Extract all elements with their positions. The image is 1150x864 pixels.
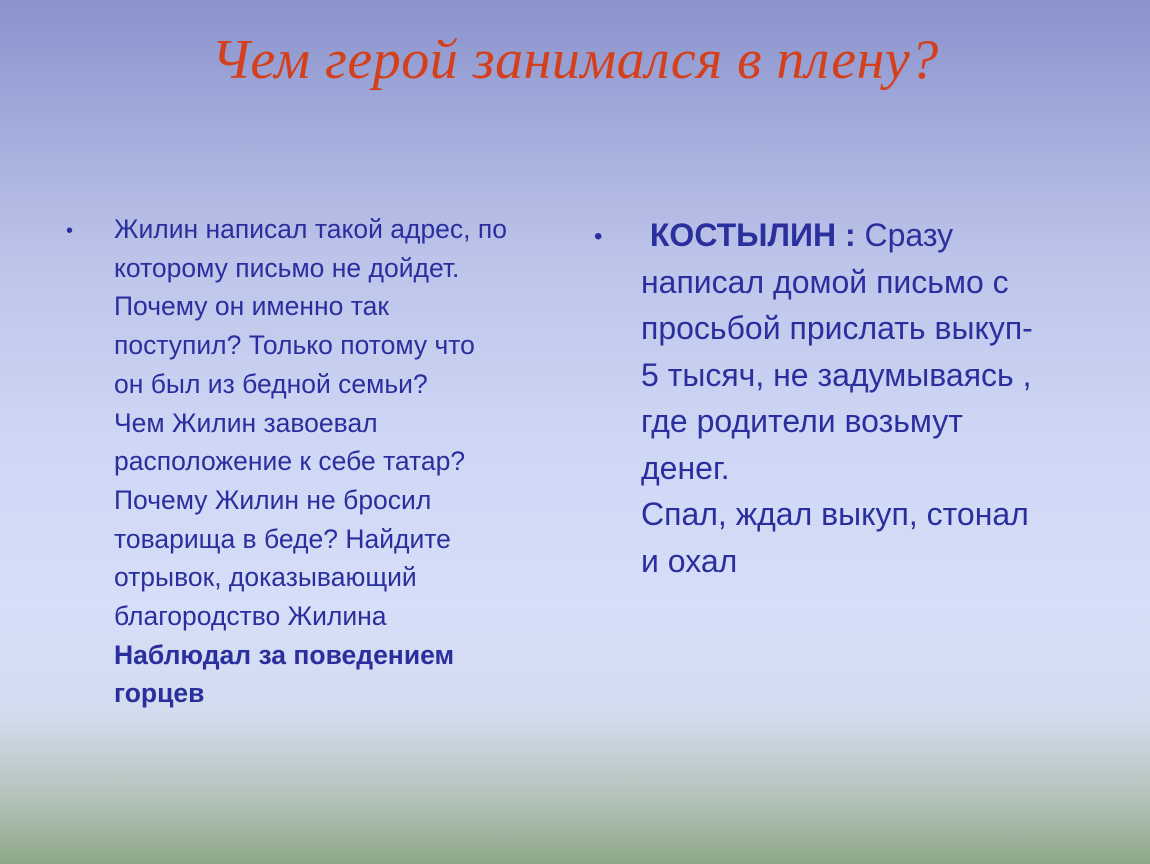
right-line-5: денег. <box>641 449 730 486</box>
left-bold-line-1: Наблюдал за поведением <box>114 639 455 670</box>
left-bold-line-2: горцев <box>114 678 205 709</box>
right-line-3: 5 тысяч, не задумываясь , <box>641 356 1032 393</box>
right-line-1: написал домой письмо с <box>641 263 1009 300</box>
kostylin-heading: КОСТЫЛИН : <box>649 217 856 253</box>
right-text <box>641 212 1094 584</box>
bullet-right: • <box>594 223 603 250</box>
left-line-4: поступил? Только потому что <box>114 330 475 361</box>
left-line-11: благородство Жилина <box>114 601 387 632</box>
left-line-3: Почему он именно так <box>114 291 389 322</box>
right-heading-rest: Сразу <box>864 217 954 253</box>
slide-title: Чем герой занимался в плену? <box>211 29 939 91</box>
left-column <box>66 210 546 713</box>
right-column <box>594 212 1094 584</box>
left-line-5: он был из бедной семьи? <box>114 368 428 399</box>
left-line-8: Почему Жилин не бросил <box>114 484 432 515</box>
bullet-left: • <box>66 220 74 242</box>
left-text <box>114 210 546 713</box>
right-line-7: и охал <box>641 542 738 579</box>
left-line-1: Жилин написал такой адрес, по <box>114 214 507 244</box>
left-line-6: Чем Жилин завоевал <box>114 407 378 438</box>
left-line-10: отрывок, доказывающий <box>114 562 417 593</box>
right-line-2: просьбой прислать выкуп- <box>641 310 1033 346</box>
left-line-7: расположение к себе татар? <box>114 446 466 477</box>
left-line-9: товарища в беде? Найдите <box>114 523 451 554</box>
left-line-2: которому письмо не дойдет. <box>114 252 460 283</box>
right-line-4: где родители возьмут <box>641 403 963 439</box>
right-line-6: Спал, ждал выкуп, стонал <box>641 496 1029 532</box>
right-heading-line <box>641 212 1094 259</box>
